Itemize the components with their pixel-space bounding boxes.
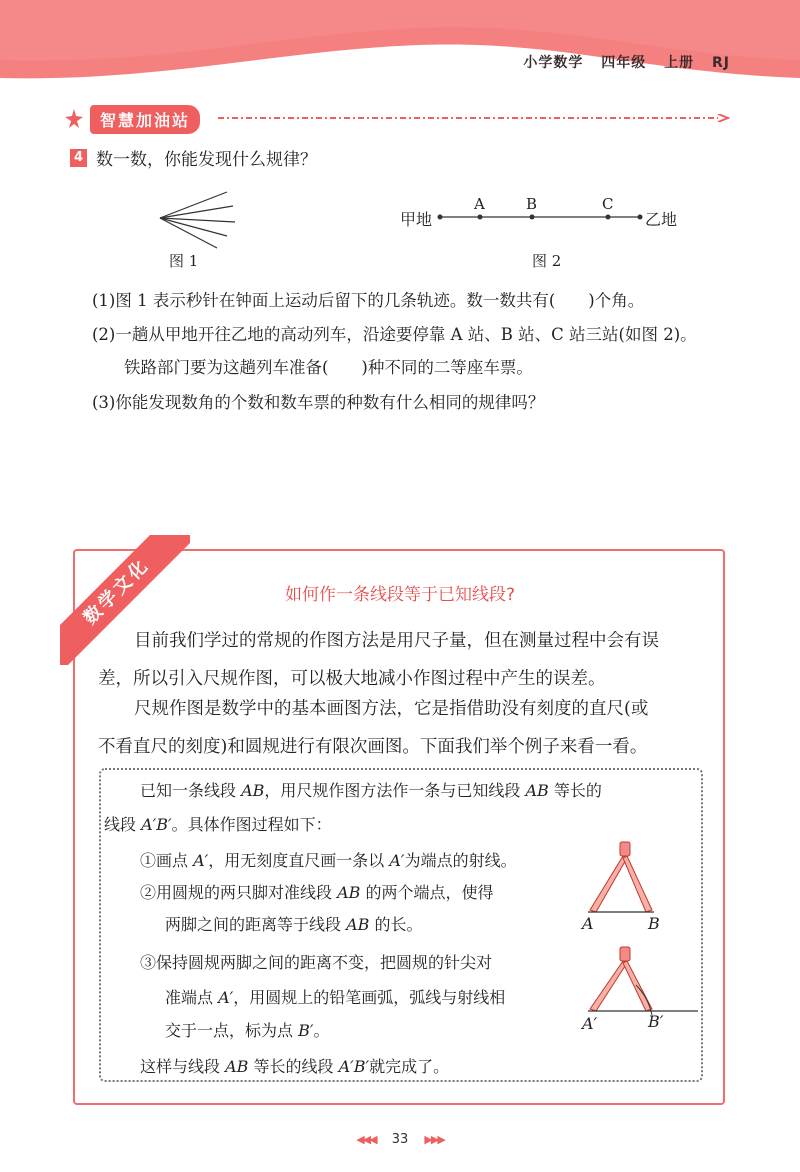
question-part-2-cont: 铁路部门要为这趟列车准备( )种不同的二等座车票。 — [124, 358, 533, 377]
question-stem: 数一数，你能发现什么规律？ — [96, 150, 317, 170]
para-2-line-2: 不看直尺的刻度)和圆规进行有限次画图。下面我们举个例子来看一看。 — [98, 737, 648, 757]
culture-ribbon-label: 数学文化 — [60, 535, 190, 665]
example-step-1 — [140, 848, 517, 871]
example-text: 准端点 — [165, 988, 219, 1007]
segment-ab: AB — [346, 915, 370, 934]
segment-apbp: A′B′ — [141, 815, 172, 834]
culture-title: 如何作一条线段等于已知线段? — [284, 585, 516, 605]
figure-1-caption: 图 1 — [169, 252, 199, 270]
culture-para-2 — [98, 690, 708, 766]
question-number: 4 — [70, 149, 87, 167]
figure-label-a: A — [582, 914, 594, 933]
example-line-2 — [104, 812, 332, 835]
point-ap: A′ — [193, 851, 209, 870]
question-part-3: (3)你能发现数角的个数和数车票的种数有什么相同的规律吗？ — [92, 393, 545, 412]
section-label: 智慧加油站 — [90, 105, 200, 134]
example-text: 为端点的射线。 — [404, 851, 517, 870]
example-text: 已知一条线段 — [140, 781, 242, 800]
example-text: 。具体作图过程如下： — [171, 815, 332, 834]
example-text: 这样与线段 — [140, 1057, 226, 1076]
compass-figure-1 — [580, 840, 690, 920]
example-text: ②用圆规的两只脚对准线段 — [140, 883, 338, 902]
example-text: 两脚之间的距离等于线段 — [165, 915, 347, 934]
example-step-2-cont — [165, 912, 423, 935]
question-part-1: (1)图 1 表示秒针在钟面上运动后留下的几条轨迹。数一数共有( )个角。 — [92, 291, 645, 310]
example-text: ①画点 — [140, 851, 194, 870]
example-text: 的两个端点，使得 — [360, 883, 494, 902]
header-meta — [511, 52, 730, 72]
example-text: 线段 — [104, 815, 142, 834]
header-edition: RJ — [712, 55, 730, 71]
example-text: 等长的 — [548, 781, 602, 800]
figure-label-b: B — [648, 914, 660, 933]
right-arrows-icon: ▶▶▶ — [424, 1133, 444, 1146]
example-step-3 — [140, 950, 492, 973]
section-divider — [218, 114, 730, 122]
compass-figure-2 — [580, 945, 700, 1020]
sparkle-icon — [62, 107, 86, 131]
figure-2-left-label: 甲地 — [400, 210, 433, 229]
header-volume: 上册 — [664, 55, 695, 71]
segment-ab: AB — [225, 1057, 249, 1076]
header-subject: 小学数学 — [523, 55, 584, 71]
example-conclusion — [140, 1054, 449, 1077]
left-arrows-icon: ◀◀◀ — [356, 1133, 376, 1146]
example-text: ③保持圆规两脚之间的距离不变，把圆规的针尖对 — [140, 953, 493, 972]
para-2-line-1: 尺规作图是数学中的基本画图方法，它是指借助没有刻度的直尺(或 — [134, 699, 649, 719]
example-step-2 — [140, 880, 494, 903]
segment-ab: AB — [337, 883, 361, 902]
section-tag — [62, 104, 200, 134]
figure-2-point-a: A — [474, 195, 485, 213]
segment-apbp: A′B′ — [338, 1057, 370, 1076]
figure-label-ap: A′ — [582, 1014, 598, 1033]
header-band — [0, 0, 800, 90]
example-line-1 — [140, 778, 602, 801]
point-ap: A′ — [389, 851, 405, 870]
example-text: ，用无刻度直尺画一条以 — [208, 851, 390, 870]
point-bp: B′ — [298, 1021, 314, 1040]
example-text: 等长的线段 — [248, 1057, 339, 1076]
figure-2-line — [436, 210, 646, 224]
segment-ab: AB — [525, 781, 549, 800]
figure-2-right-label: 乙地 — [645, 210, 678, 229]
figure-2-point-b: B — [526, 195, 538, 213]
para-1-line-2: 差，所以引入尺规作图，可以极大地减小作图过程中产生的误差。 — [98, 669, 606, 689]
culture-para-1 — [98, 622, 708, 698]
segment-ab: AB — [241, 781, 265, 800]
example-text: 就完成了。 — [369, 1057, 450, 1076]
figure-label-bp: B′ — [648, 1012, 664, 1031]
point-ap: A′ — [218, 988, 234, 1007]
example-text: 。 — [313, 1021, 330, 1040]
para-1-line-1: 目前我们学过的常规的作图方法是用尺子量，但在测量过程中会有误 — [134, 631, 659, 651]
footer — [0, 1132, 800, 1147]
example-step-3-cont — [165, 985, 505, 1008]
example-text: 交于一点，标为点 — [165, 1021, 299, 1040]
example-text: ，用尺规作图方法作一条与已知线段 — [264, 781, 526, 800]
question-part-2: (2)一趟从甲地开往乙地的高动列车，沿途要停靠 A 站、B 站、C 站三站(如图 2)。 — [92, 325, 697, 344]
figure-2-point-c: C — [602, 195, 614, 213]
figure-1-rays — [155, 188, 245, 258]
page-number: 33 — [391, 1132, 409, 1147]
example-text: 的长。 — [369, 915, 423, 934]
header-grade: 四年级 — [601, 55, 647, 71]
example-step-3-end — [165, 1018, 330, 1041]
example-text: ，用圆规上的铅笔画弧，弧线与射线相 — [233, 988, 506, 1007]
figure-2-caption: 图 2 — [532, 252, 562, 270]
